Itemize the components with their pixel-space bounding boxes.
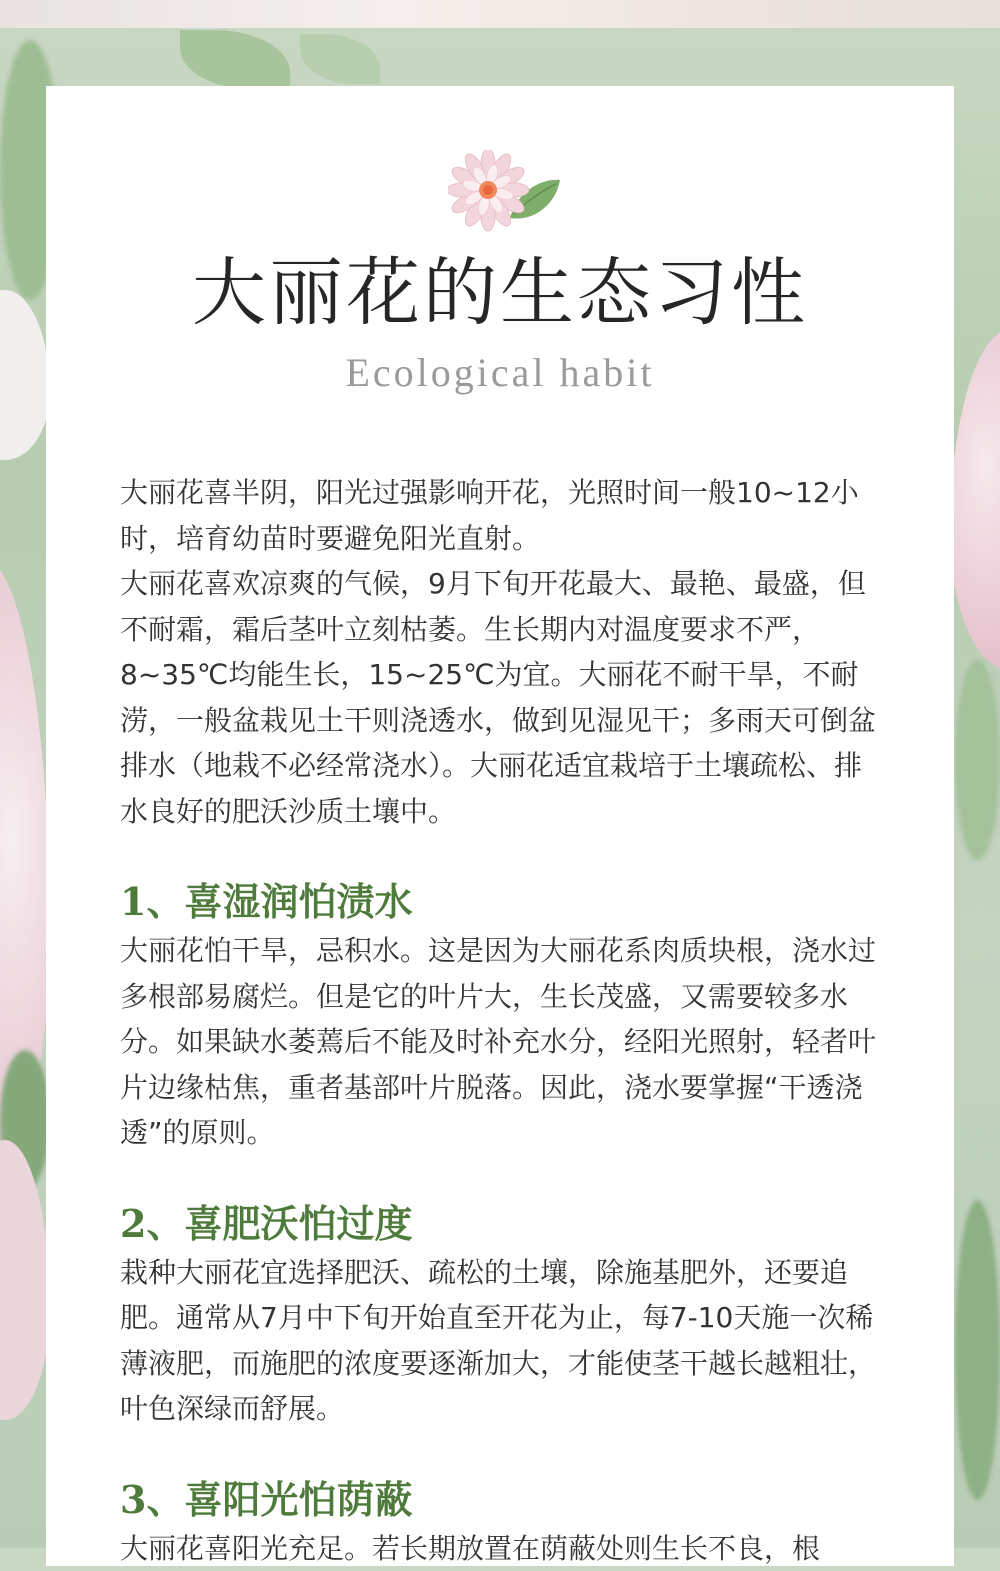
bg-leaf-top-right [300,34,380,84]
section-heading-1: 1、喜湿润怕渍水 [120,876,888,928]
section-body-3: 大丽花喜阳光充足。若长期放置在荫蔽处则生长不良，根 [120,1526,888,1571]
dahlia-flower-icon [448,150,564,232]
intro-paragraph-2: 大丽花喜欢凉爽的气候，9月下旬开花最大、最艳、最盛，但不耐霜，霜后茎叶立刻枯萎。生长期内对温度要求不严，8~35℃均能生长，15~25℃为宜。大丽花不耐干旱，不耐涝，一般盆栽见土干则浇透水，做到见湿见干；多雨天可倒盆排水（地栽不必经常浇水）。大丽花适宜栽培于土壤疏松、排水良好的肥沃沙质土壤中。 [120,561,888,834]
page-title: 大丽花的生态习性 [0,248,1000,338]
bg-leaf-right-bottom [955,1200,1000,1500]
top-strip [0,0,1000,28]
section-heading-2: 2、喜肥沃怕过度 [120,1198,888,1250]
section-body-2: 栽种大丽花宜选择肥沃、疏松的土壤，除施基肥外，还要追肥。通常从7月中下旬开始直至开花为止，每7-10天施一次稀薄液肥，而施肥的浓度要逐渐加大，才能使茎干越长越粗壮，叶色深绿而舒展。 [120,1250,888,1432]
section-heading-3: 3、喜阳光怕荫蔽 [120,1474,888,1526]
bg-petal-left-bottom [0,1140,50,1420]
intro-paragraph-1: 大丽花喜半阴，阳光过强影响开花，光照时间一般10~12小时，培育幼苗时要避免阳光直射。 [120,470,888,561]
section-body-1: 大丽花怕干旱，忌积水。这是因为大丽花系肉质块根，浇水过多根部易腐烂。但是它的叶片大，生长茂盛，又需要较多水分。如果缺水萎蔫后不能及时补充水分，经阳光照射，轻者叶片边缘枯焦，重者基部叶片脱落。因此，浇水要掌握“干透浇透”的原则。 [120,928,888,1156]
page-subtitle: Ecological habit [0,348,1000,398]
article-body [120,470,888,1571]
bg-leaf-right-mid [955,660,1000,860]
bg-leaf-top-center [180,30,290,90]
